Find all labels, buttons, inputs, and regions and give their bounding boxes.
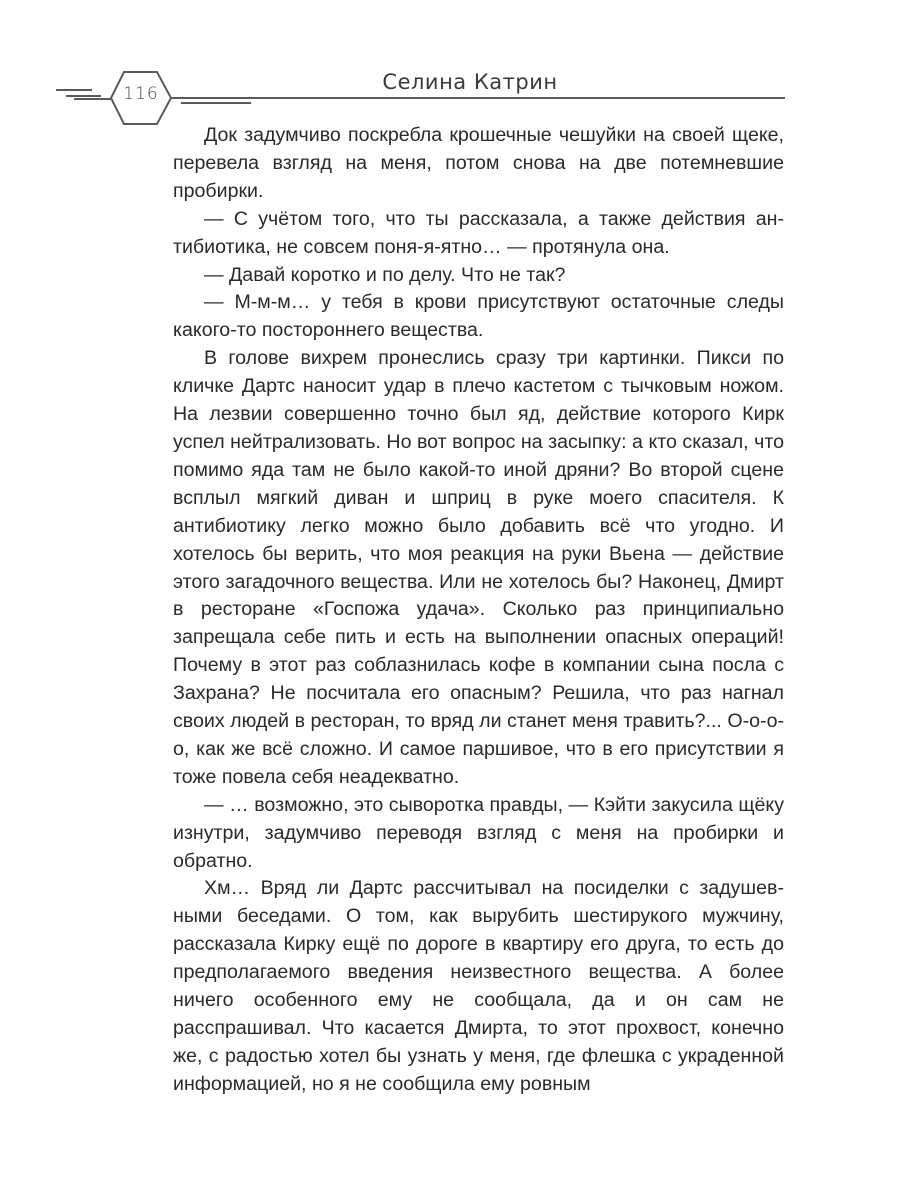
hexagon-ornament-icon	[0, 0, 900, 130]
body-text	[173, 122, 784, 1099]
paragraph: — … возможно, это сыворотка правды, — Кэйти закусила щёку изнутри, задумчиво переводя взгляд с меня на пробирки и обратно.	[173, 793, 784, 872]
paragraph: Хм… Вряд ли Дартс рассчитывал на посиделки с задушевными беседами. О том, как вырубить шестирукого мужчину, рассказала Кирку ещё по дороге в квартиру его друга, то есть до предполагаемого введения неизвестного вещества. А более ничего особенного ему не сообщала, да и он сам не расспрашивал. Что касается Дмирта, то этот прохвост, конечно же, с радостью хотел бы узнать у меня, где флешка с украденной информацией, но я не сообщила ему ровным	[173, 877, 784, 1095]
paragraph: — М-м-м… у тебя в крови присутствуют остаточные следы какого-то постороннего вещества.	[173, 291, 784, 342]
page-number: 116	[123, 84, 159, 104]
paragraph: — Давай коротко и по делу. Что не так?	[204, 263, 566, 286]
running-title: Селина Катрин	[382, 70, 558, 94]
paragraph: — С учётом того, что ты рассказала, а также действия антибиотика, не совсем поня-я-ятно… — протянула она.	[173, 207, 784, 258]
paragraph: Док задумчиво поскребла крошечные чешуйки на своей щеке, перевела взгляд на меня, потом снова на две потемневшие пробирки.	[173, 124, 784, 202]
paragraph: В голове вихрем пронеслись сразу три картинки. Пикси по кличке Дартс наносит удар в плечо кастетом с тычковым ножом. На лезвии совершенно точно был яд, действие которого Кирк успел нейтрализовать. Но вот вопрос на засыпку: а кто сказал, что помимо яда там не было какой-то иной дряни? Во второй сцене всплыл мягкий диван и шприц в руке моего спасителя. К антибиотику легко можно было добавить всё что угодно. И хотелось бы верить, что моя реакция на руки Вьена — действие этого загадочного вещества. Или не хотелось бы? Наконец, Дмирт в ресторане «Госпожа удача». Сколько раз принципиально запрещала себе пить и есть на выполнении опасных операций! Почему в этот раз соблазнилась кофе в компании сына посла с Захрана? Не посчитала его опасным? Решила, что раз нагнал своих людей в ресторан, то вряд ли станет меня травить?... О-о-о-о, как же всё сложно. И самое паршивое, что в его присутствии я тоже повела себя неадекватно.	[173, 347, 784, 788]
page-header	[0, 0, 900, 130]
